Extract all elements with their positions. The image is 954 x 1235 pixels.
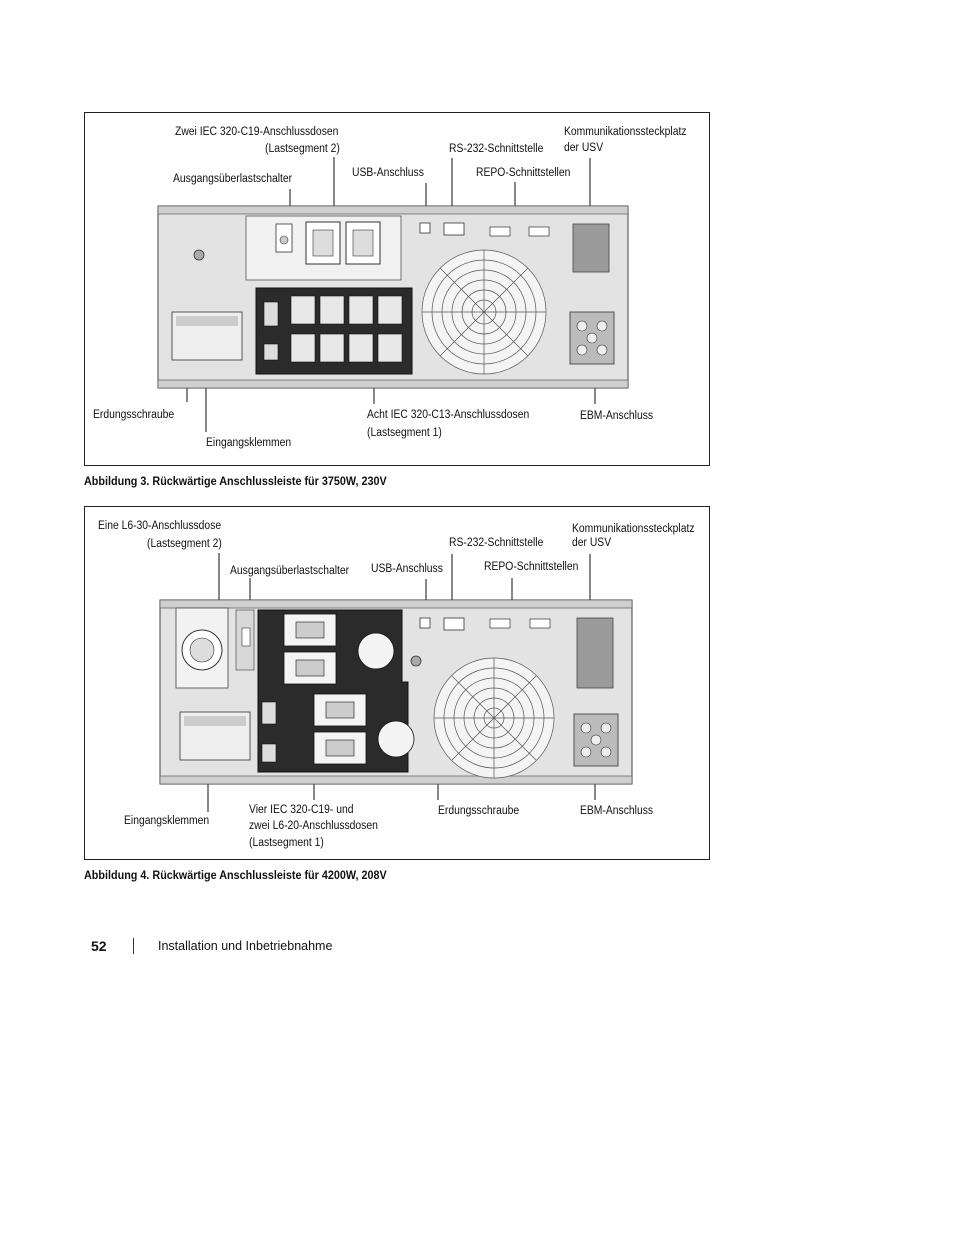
label-ground-screw: Erdungsschraube [438, 805, 520, 817]
ground-screw [194, 250, 204, 260]
label-c19-outlets: Zwei IEC 320-C19-Anschlussdosen [175, 126, 339, 138]
label-comm-slot-2: der USV [564, 142, 604, 154]
rs232-port [444, 618, 464, 630]
page-number: 52 [91, 938, 107, 954]
repo-port-out [529, 227, 549, 236]
figure-3-caption: Abbildung 3. Rückwärtige Anschlussleiste für 3750W, 230V [84, 474, 387, 488]
footer-separator [133, 938, 134, 954]
label-l630-segment: (Lastsegment 2) [147, 538, 222, 550]
label-c19-l620-outlets-2: zwei L6-20-Anschlussdosen [249, 820, 378, 832]
label-c13-segment: (Lastsegment 1) [367, 427, 442, 439]
repo-port-out [530, 619, 550, 628]
label-c19-segment: (Lastsegment 2) [265, 143, 340, 155]
label-comm-slot: Kommunikationssteckplatz [564, 126, 687, 138]
repo-port-in [490, 227, 510, 236]
label-rs232: RS-232-Schnittstelle [449, 537, 544, 549]
l620-outlet-1 [358, 633, 394, 669]
label-comm-slot-2: der USV [572, 537, 612, 549]
label-ground-screw: Erdungsschraube [93, 409, 175, 421]
l620-outlet-2 [378, 721, 414, 757]
figure-4-caption: Abbildung 4. Rückwärtige Anschlussleiste für 4200W, 208V [84, 868, 387, 882]
comm-slot [577, 618, 613, 688]
rs232-port [444, 223, 464, 235]
label-input-terminals: Eingangsklemmen [124, 815, 210, 827]
label-repo: REPO-Schnittstellen [476, 167, 571, 179]
label-c13-outlets: Acht IEC 320-C13-Anschlussdosen [367, 409, 530, 421]
label-c19-l620-outlets: Vier IEC 320-C19- und [249, 804, 354, 816]
usb-port [420, 618, 430, 628]
label-breaker: Ausgangsüberlastschalter [230, 565, 350, 577]
label-ebm: EBM-Anschluss [580, 410, 654, 422]
label-input-terminals: Eingangsklemmen [206, 437, 292, 449]
label-repo: REPO-Schnittstellen [484, 561, 579, 573]
label-l630-outlet: Eine L6-30-Anschlussdose [98, 520, 222, 532]
footer-section-title: Installation und Inbetriebnahme [158, 939, 333, 953]
usb-port [420, 223, 430, 233]
ground-screw [411, 656, 421, 666]
figure-4-panel-drawing [84, 506, 708, 858]
label-c19-l620-segment: (Lastsegment 1) [249, 837, 324, 849]
label-rs232: RS-232-Schnittstelle [449, 143, 544, 155]
label-usb: USB-Anschluss [371, 563, 443, 575]
label-comm-slot: Kommunikationssteckplatz [572, 523, 695, 535]
label-usb: USB-Anschluss [352, 167, 424, 179]
label-ebm: EBM-Anschluss [580, 805, 654, 817]
fan-grille [434, 658, 554, 778]
comm-slot [573, 224, 609, 272]
figure-3-panel-drawing [84, 112, 708, 464]
label-breaker: Ausgangsüberlastschalter [173, 173, 293, 185]
repo-port-in [490, 619, 510, 628]
fan-grille [422, 250, 546, 374]
